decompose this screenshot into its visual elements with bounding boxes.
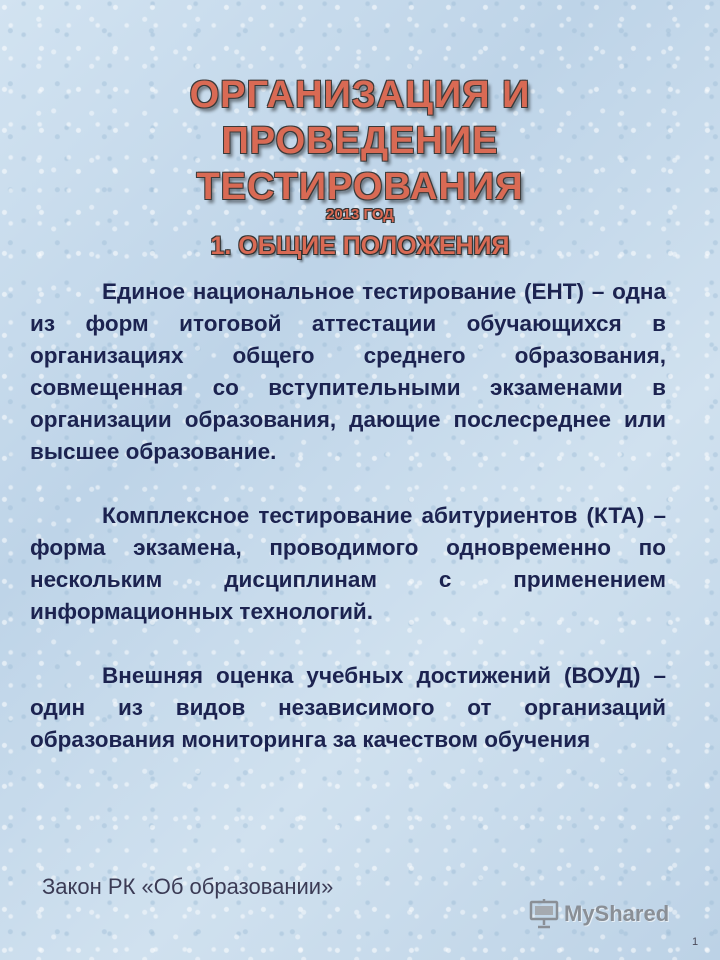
section-heading: 1. ОБЩИЕ ПОЛОЖЕНИЯ (210, 232, 510, 260)
myshared-watermark[interactable] (528, 896, 688, 932)
year-subtitle: 2013 ГОД (326, 206, 394, 223)
title-line-2: ПРОВЕДЕНИЕ (221, 120, 499, 162)
law-reference: Закон РК «Об образовании» (42, 874, 334, 899)
slide-title (0, 72, 720, 210)
watermark-text: MyShared (564, 901, 670, 926)
paragraph-kta: Комплексное тестирование абитуриентов (КТА) – форма экзамена, проводимого одновременно по нескольким дисциплинам с применением информационных технологий. (30, 503, 666, 624)
paragraph-ent: Единое национальное тестирование (ЕНТ) – одна из форм итоговой аттестации обучающихся в организациях общего среднего образования, совмещенная со вступительными экзаменами в организации образования, дающие послесреднее или высшее образование. (30, 279, 666, 464)
body-content (30, 276, 666, 756)
title-line-1: ОРГАНИЗАЦИЯ И (189, 74, 531, 116)
paragraph-voud: Внешняя оценка учебных достижений (ВОУД) – один из видов независимого от организаций образования мониторинга за качеством обучения (30, 663, 666, 752)
page-number: 1 (692, 936, 699, 948)
title-line-3: ТЕСТИРОВАНИЯ (196, 166, 524, 208)
presentation-board-icon (528, 898, 560, 930)
